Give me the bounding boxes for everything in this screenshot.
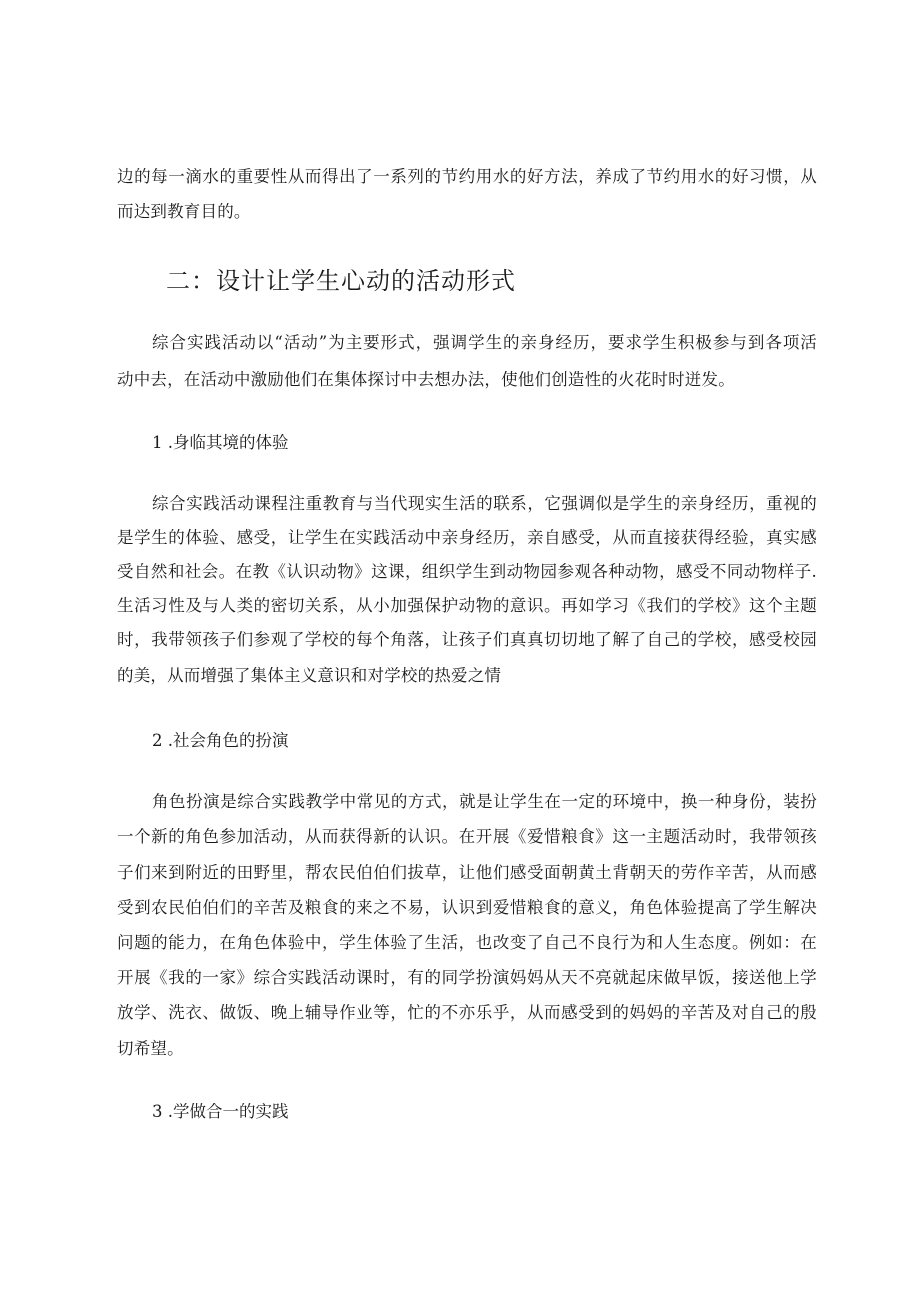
item1-line-5: 时，我带领孩子们参观了学校的每个角落，让孩子们真真切切地了解了自己的学校，感受校园 xyxy=(117,630,817,649)
section-paragraph-line-2: 动中去，在活动中激励他们在集体探讨中去想办法，使他们创造性的火花时时迸发。 xyxy=(117,370,735,389)
item2-line-1: 角色扮演是综合实践教学中常见的方式，就是让学生在一定的环境中，换一种身份，装扮 xyxy=(152,792,817,811)
item1-line-1: 综合实践活动课程注重教育与当代现实生活的联系，它强调似是学生的亲身经历，重视的 xyxy=(152,494,817,513)
item2-line-4: 受到农民伯伯们的辛苦及粮食的来之不易，认识到爱惜粮食的意义，角色体验提高了学生解决 xyxy=(117,898,817,917)
intro-line-1: 边的每一滴水的重要性从而得出了一系列的节约用水的好方法，养成了节约用水的好习惯，从 xyxy=(117,167,817,186)
item3-heading: 3 .学做合一的实践 xyxy=(152,1102,289,1121)
intro-line-2: 而达到教育目的。 xyxy=(117,202,251,221)
item1-line-3: 受自然和社会。在教《认识动物》这课，组织学生到动物园参观各种动物，感受不同动物样子. xyxy=(117,562,817,581)
item2-line-3: 子们来到附近的田野里，帮农民伯伯们拔草，让他们感受面朝黄土背朝天的劳作辛苦，从而感 xyxy=(117,863,817,882)
item2-line-8: 切希望。 xyxy=(117,1039,184,1058)
item1-heading: 1 .身临其境的体验 xyxy=(152,433,289,452)
section-title: 二：设计让学生心动的活动形式 xyxy=(166,267,516,295)
item2-line-5: 问题的能力，在角色体验中，学生体验了生活，也改变了自己不良行为和人生态度。例如：在 xyxy=(117,933,817,952)
item1-line-4: 生活习性及与人类的密切关系，从小加强保护动物的意识。再如学习《我们的学校》这个主题 xyxy=(117,596,817,615)
item1-line-2: 是学生的体验、感受，让学生在实践活动中亲身经历，亲自感受，从而直接获得经验，真实感 xyxy=(117,528,817,547)
item2-heading: 2 .社会角色的扮演 xyxy=(152,731,289,750)
item2-line-7: 放学、洗衣、做饭、晚上辅导作业等，忙的不亦乐乎，从而感受到的妈妈的辛苦及对自己的殷 xyxy=(117,1003,817,1022)
section-paragraph-line-1: 综合实践活动以“活动”为主要形式，强调学生的亲身经历，要求学生积极参与到各项活 xyxy=(152,333,817,352)
item1-line-6: 的美，从而增强了集体主义意识和对学校的热爱之情 xyxy=(117,666,502,685)
item2-line-2: 一个新的角色参加活动，从而获得新的认识。在开展《爱惜粮食》这一主题活动时，我带领孩 xyxy=(117,827,817,846)
item2-line-6: 开展《我的一家》综合实践活动课时，有的同学扮演妈妈从天不亮就起床做早饭，接送他上学 xyxy=(117,968,817,987)
